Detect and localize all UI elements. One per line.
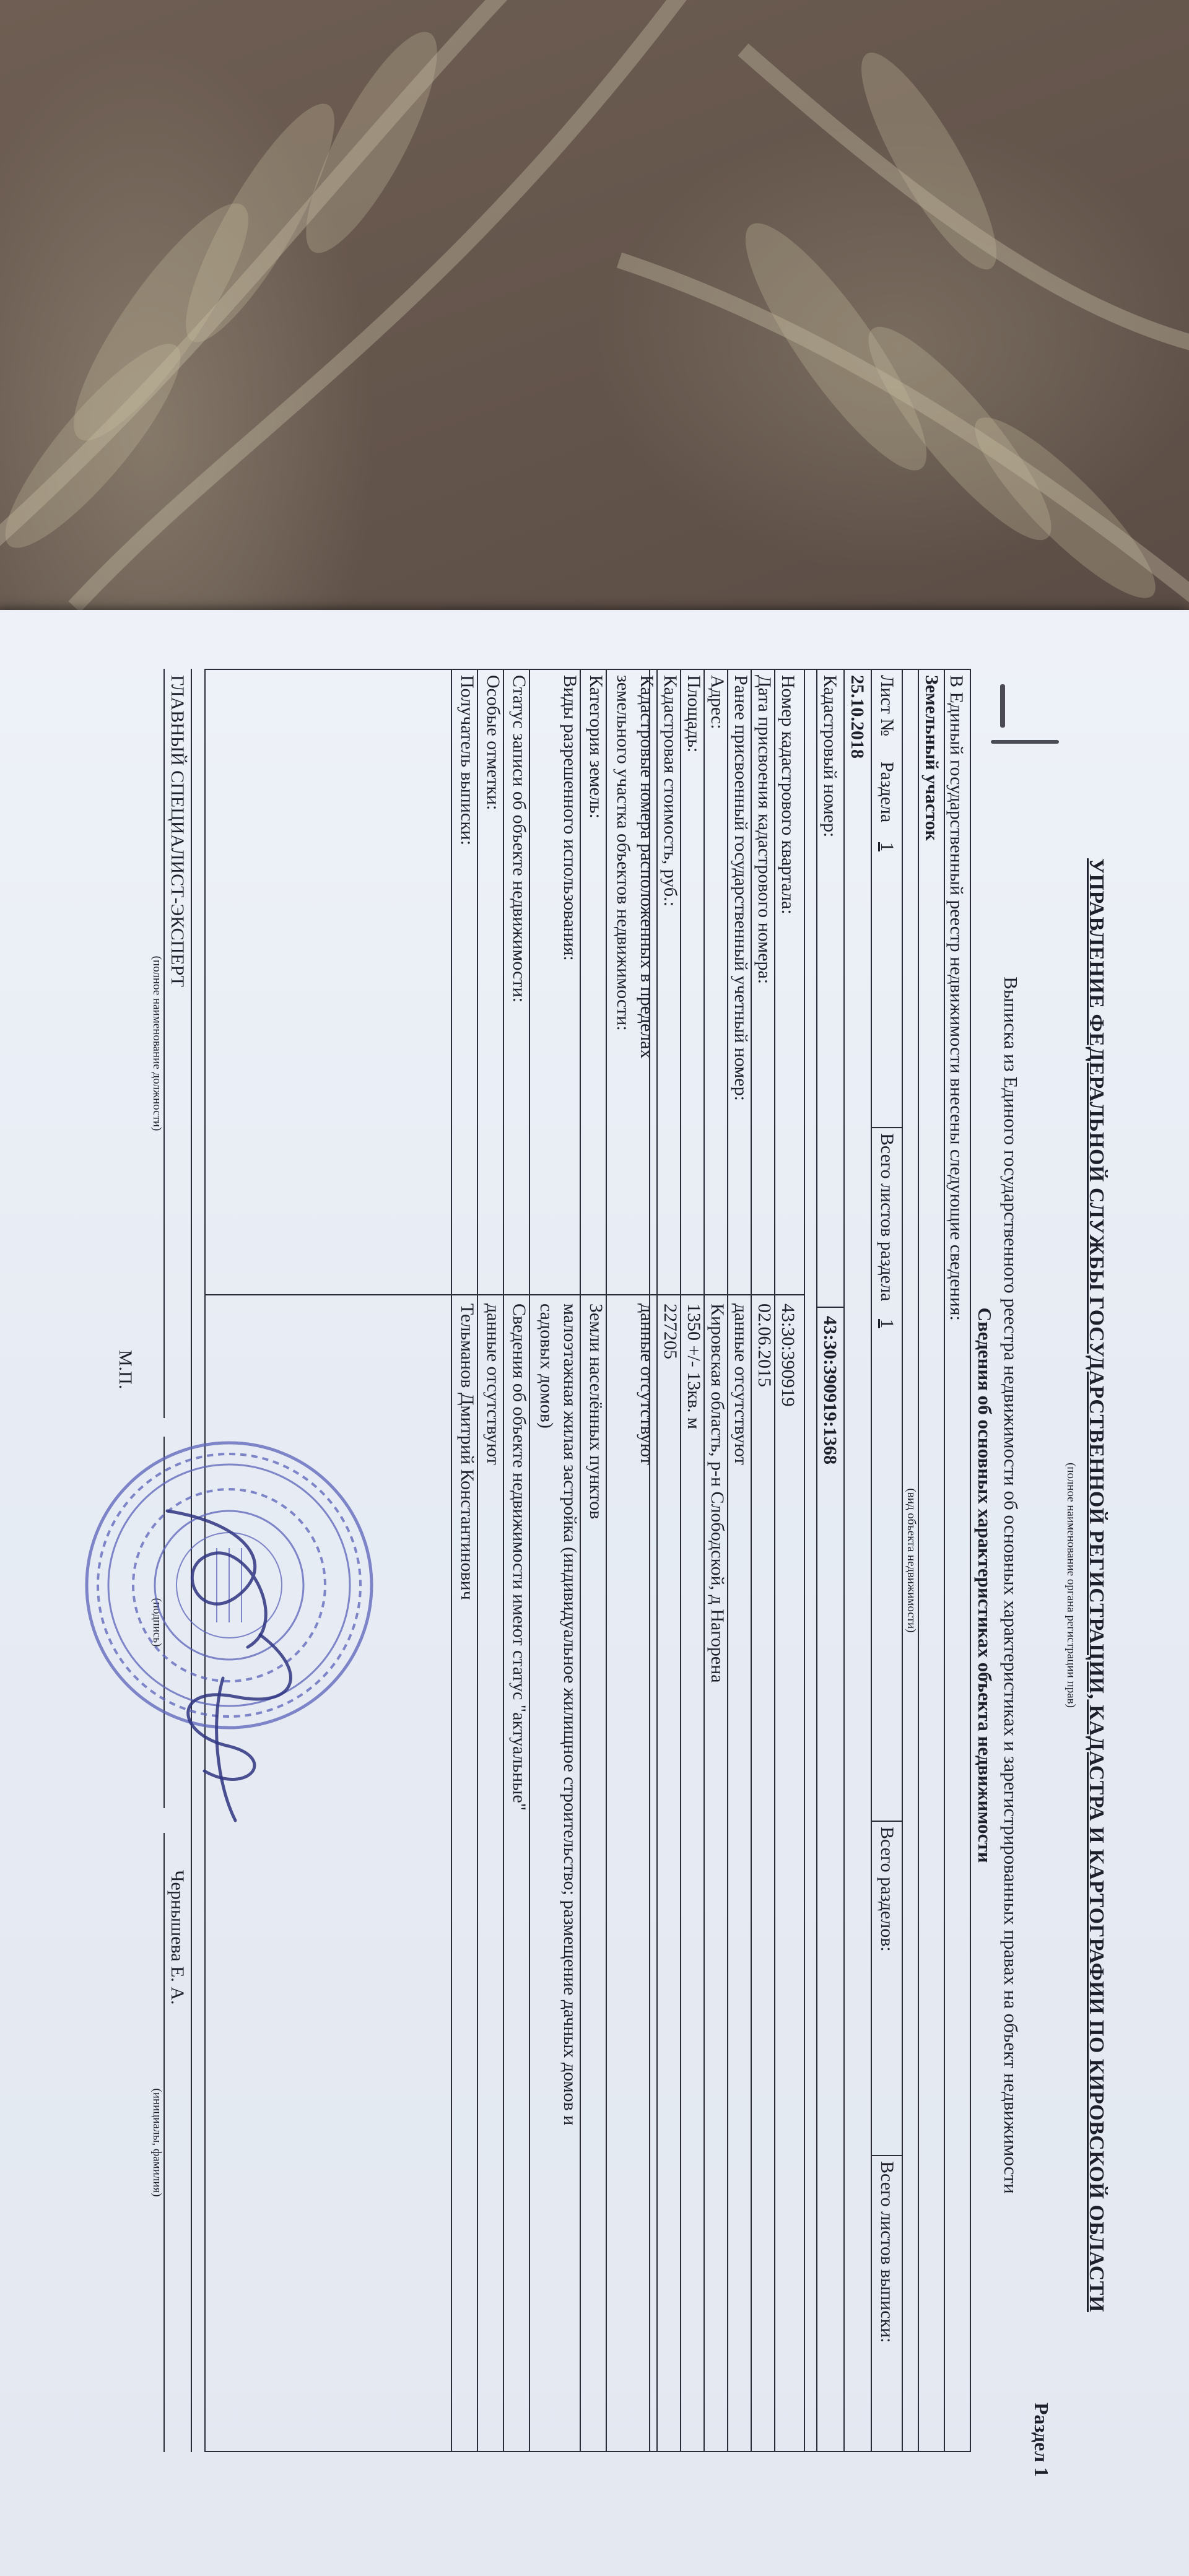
row-label: Получатель выписки: [457,675,477,846]
row-label: Статус записи об объекте недвижимости: [509,675,529,1003]
row-value: 02.06.2015 [754,1303,775,1387]
sheet-number-label: Лист № [877,675,897,736]
row-value: 1350 +/- 13кв. м [684,1303,704,1429]
row-value: данные отсутствуют [483,1303,503,1465]
row-value: данные отсутствуют [731,1303,751,1465]
row-value: 43:30:390919 [778,1303,798,1407]
total-sections-label: Всего разделов: [877,1827,897,1952]
row-value: Сведения об объекте недвижимости имеют статус "актуальные" [509,1303,529,1811]
row-divider [451,669,452,2452]
org-title: УПРАВЛЕНИЕ ФЕДЕРАЛЬНОЙ СЛУЖБЫ ГОСУДАРСТВЕННОЙ РЕГИСТРАЦИИ, КАДАСТРА И КАРТОГРАФИИ ПО КИРОВСКОЙ ОБЛАСТИ [1085,858,1108,2312]
row-divider [703,669,705,2452]
extract-date: 25.10.2018 [847,675,868,759]
total-sheets-label: Всего листов выписки: [877,2161,897,2343]
row-label: Дата присвоения кадастрового номера: [754,675,775,985]
row-value: малоэтажная жилая застройка (индивидуальное жилищное строительство; размещение дачных домов и [560,1303,580,2126]
row-value: Кировская область, р-н Слободской, д Нагорена [707,1303,728,1683]
extract-document [25,656,1115,2514]
section-label: Раздел 1 [1030,2403,1053,2478]
row-label: Виды разрешенного использования: [560,675,580,961]
row-label: Кадастровая стоимость, руб.: [660,675,681,907]
row-label: Номер кадастрового квартала: [778,675,798,915]
row-divider [680,669,681,2452]
row-label: Особые отметки: [483,675,503,811]
intro-text: В Единый государственный реестр недвижимости внесены следующие сведения: [946,675,967,1321]
extract-subtitle: Сведения об основных характеристиках объекта недвижимости [974,1307,996,1863]
row-value: Земли населённых пунктов [586,1303,606,1520]
cadastral-number-value: 43:30:390919:1368 [820,1316,840,1464]
row-value-continued: садовых домов) [536,1303,557,1429]
signer-position-caption: (полное наименование должности) [150,955,163,1131]
row-label: Ранее присвоенный государственный учетный номер: [731,675,751,1101]
object-type: Земельный участок [921,675,942,841]
total-section-sheets-label: Всего листов раздела [877,1133,897,1302]
row-label: Адрес: [707,675,728,729]
section-part-label: Раздела [877,762,897,823]
sign-caption: (подпись) [150,1598,163,1647]
seal-place-label: М.П. [115,1350,136,1390]
row-divider [606,669,607,2452]
row-label-continued: земельного участка объектов недвижимости: [613,675,634,1031]
org-caption: (полное наименование органа регистрации прав) [1065,1463,1078,1708]
section-number: 1 [877,842,897,851]
cadastral-number-label: Кадастровый номер: [820,675,840,838]
extract-title: Выписка из Единого государственного реестра недвижимости об основных характеристиках и зарегистрированных правах на объект недвижимости [1000,977,1022,2194]
row-value: Тельманов Дмитрий Константинович [457,1303,477,1600]
row-value: 227205 [660,1303,681,1359]
row-label: Площадь: [684,675,704,753]
signer-name: Чернышева Е. А. [167,1870,188,2005]
signer-name-caption: (инициалы, фамилия) [150,2088,163,2197]
signer-position: ГЛАВНЫЙ СПЕЦИАЛИСТ-ЭКСПЕРТ [167,675,188,987]
row-value: данные отсутствуют [637,1303,657,1465]
total-section-sheets-value: 1 [877,1319,897,1328]
row-label: Кадастровые номера расположенных в пределах [637,675,657,1059]
row-label: Категория земель: [586,675,606,819]
object-type-caption: (вид объекта недвижимости) [905,1488,918,1633]
row-divider [503,669,504,2452]
